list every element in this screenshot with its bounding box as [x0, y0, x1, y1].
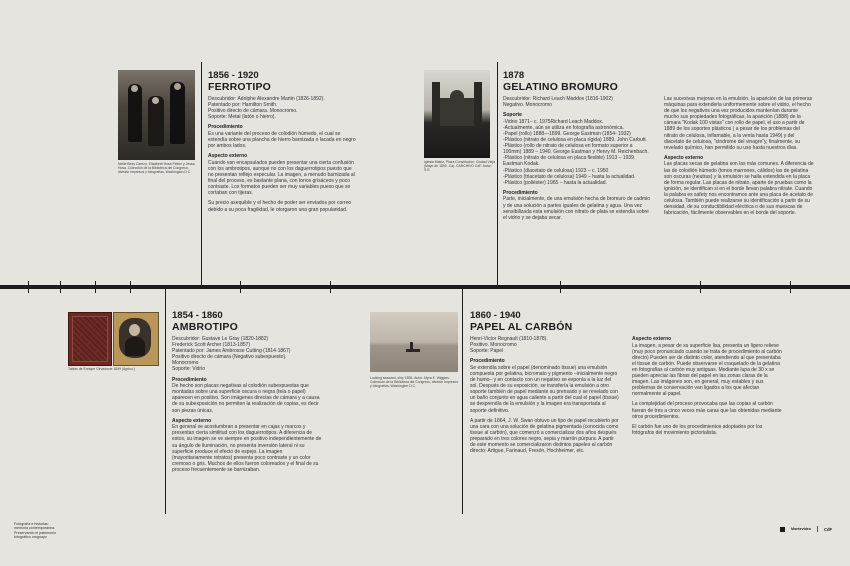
section-body: Las placas secas de gelatina son las más comunes. A diferencia de las de colodión húmedo (tonos marrones, cálidos) las de gelatina son oscuras (neutras) y la emulsión se halla extendida en la placa de forma regular. Las placas de nitrato, aparte de pruebas como la ignición, se identifican si en el borde llevan palabra nitrate. Cuando la palabra es safety nos encontramos ante una placa de acetato de celulosa. También puede realizarse su identificación a partir de su densidad, de su conductibilidad eléctrica o de sus muescas de fabricación, fácilmente observables en el borde del soporte.	[664, 161, 814, 217]
meta-line: Frederick Scott Archer (1813-1857)	[172, 342, 251, 349]
support-line: -Plástico (triacetato de celulosa) 1949 – hasta la actualidad.	[503, 173, 636, 180]
gelatino-meta	[503, 96, 651, 108]
section-title: Procedimiento	[172, 376, 207, 383]
carbon-heading	[470, 310, 572, 333]
ambrotipo-portrait-photo	[113, 312, 159, 366]
gelatino-right-column	[664, 96, 814, 220]
meta-line: Patentado por: James Ambrosse Cutting (1814-1867)	[172, 348, 291, 355]
section-body: Se extendía sobre el papel (denominado tissue) una emulsión compuesta por gelatina, bicromato y pigmento –inicialmente negro de humo– y en contacto con un negativo se exponía a la luz del sol. Después de su exposición, se transfería la emulsión a otro soporte también de papel mediante su prensado y se revelado con un baño conjunto en agua caliente a partir del cual el papel (tissue) se desprendía de la emulsión y la imagen era transportada al soporte definitivo.	[470, 364, 619, 414]
support-line: -Plástico (rollo de nitrato de celulosa en formato superior a 100mm) 1889 – 1940. George Eastman y Henry M. Reichenbach.	[503, 143, 649, 156]
meta-line: Positivo directo de cámara. Monocromo.	[208, 108, 298, 115]
footer-line: memoria contemporánea.	[14, 526, 55, 531]
logo-divider	[817, 526, 818, 532]
section-body: En general se acostumbran a presentar en cajas y marcos y presentan cierta similitud con los daguerrotipos. A diferencia de estos, su imagen se ve siempre en positivo independientemente de su ángulo de iluminación, no presenta inversión lateral ni su superficie produce el efecto de espejo. La imagen (mayoritariamente retratos) presenta poco contraste y un color cremoso o gris. Muchos de ellos fueron coloreados y el final de su proceso frecuentemente se barnizaban.	[172, 424, 322, 473]
support-line: -Plástico (nitrato de celulosa en placa flexible) 1913 – 1939. Eastman Kodak.	[503, 155, 636, 168]
carbon-meta	[470, 336, 620, 354]
section-title: Aspecto externo	[208, 153, 248, 160]
section-title: Procedimiento	[470, 358, 505, 365]
meta-line: Soporte: Metal (latón o hierro).	[208, 114, 276, 121]
ambrotipo-aspect	[172, 418, 324, 473]
footer-logos	[780, 524, 832, 534]
timeline-tick	[240, 281, 241, 293]
meta-line: Henri-Victor Regnault (1810-1878).	[470, 336, 548, 342]
footer-project	[14, 522, 94, 540]
carbon-caption: Looking seaward, ship 1895- Autor: Myra E. Wiggins. Colección de la Biblioteca del Congreso, división Impresos y fotografías, Washington D.C.	[370, 376, 459, 389]
section-title: Procedimiento	[503, 189, 538, 196]
meta-line: Positivo. Monocromo	[470, 342, 517, 349]
ferrotipo-caption: Nellie Bess Carrizo, Elizabeth Hosa Pelton y Jessa Hosa. Colección de la Biblioteca del Congreso, división Impresos y fotografías, Washington D.C.	[118, 162, 195, 175]
support-line: -Plástico (diacetato de celulosa) 1923 – c. 1950	[503, 167, 609, 174]
cdf-logo: CdF	[823, 526, 833, 532]
carbon-extra-2: El carbón fue uno de los procedimientos adoptados por los fotógrafos del movimiento pictorialista.	[632, 423, 763, 436]
meta-line: Descubridor: Gustave Le Gray (1820-1882)	[172, 336, 269, 342]
carbon-title: PAPEL AL CARBÓN	[470, 321, 573, 333]
meta-line: Descubridor: Adolphe Alexandre Martin (1826-1892).	[208, 96, 325, 102]
carbon-connector	[462, 289, 463, 514]
gelatino-procedure	[503, 190, 651, 221]
gelatino-support	[503, 112, 651, 186]
timeline-tick	[790, 281, 791, 293]
ambrotipo-heading	[172, 310, 238, 333]
support-line: -Plástico (nitrato de celulosa en placa rígida) 1889. John Carbutt.	[503, 137, 647, 144]
ferrotipo-heading	[208, 70, 271, 93]
meta-line: Soporte: Vidrio	[172, 366, 205, 373]
carbon-year: 1860 - 1940	[470, 310, 521, 321]
gelatino-year: 1878	[503, 70, 525, 81]
carbon-right-column	[632, 336, 782, 440]
footer-line: Preservando el patrimonio	[14, 530, 56, 535]
meta-line: Descubridor: Richard Leach Maddox (1816-1902)	[503, 96, 613, 102]
carbon-extra-1: La complejidad del proceso provocaba que las copias al carbón fueran de tres a cinco veces más caras que las obtenidas mediante otros procedimientos.	[632, 401, 782, 420]
gelatino-text	[503, 96, 651, 225]
gelatino-title: GELATINO BROMURO	[503, 81, 618, 93]
ferrotipo-aspect	[208, 153, 358, 196]
meta-line: Patentado por: Hamilton Smith.	[208, 102, 278, 109]
timeline-bar	[0, 285, 850, 289]
section-title: Soporte	[503, 112, 522, 119]
carbon-text	[470, 336, 620, 458]
section-title: Aspecto externo	[632, 336, 672, 342]
footer-line: Fotografía e historias:	[14, 522, 49, 526]
montevideo-logo-icon	[780, 527, 785, 532]
ferrotipo-text	[208, 96, 358, 217]
ferrotipo-connector	[201, 62, 202, 286]
ferrotipo-procedure	[208, 124, 358, 149]
footer-line: fotográfico uruguayo	[14, 535, 47, 540]
gelatino-photo	[424, 70, 490, 158]
meta-line: Negativo. Monocromo	[503, 102, 552, 109]
timeline-tick	[60, 281, 61, 293]
gelatino-connector	[497, 62, 498, 286]
meta-line: Positivo directo de cámara (Negativo subexpuesto).	[172, 354, 287, 361]
gelatino-caption: Iglesia Matriz, Plaza Constitución. Ciudad Vieja (Mayo de 1890 -Ca). ©ARCHIVO CdF. Autor: S.E.	[424, 160, 495, 173]
ferrotipo-photo	[118, 70, 195, 160]
support-line: -Vidrio 1871– c. 1975Richard Leach Maddox.	[503, 118, 604, 125]
timeline-tick	[28, 281, 29, 293]
section-body: Es una variante del proceso de colodión húmedo, el cual se extendía sobre una plancha de hierro barnizada o lacada en negro por ambos lados.	[208, 130, 356, 150]
ambrotipo-text	[172, 336, 324, 477]
carbon-photo	[370, 312, 458, 372]
meta-line: Soporte: Papel	[470, 348, 504, 355]
ambrotipo-year: 1854 - 1860	[172, 310, 223, 321]
gelatino-aspect	[664, 155, 814, 216]
ambrotipo-procedure	[172, 377, 324, 414]
timeline-tick	[560, 281, 561, 293]
ambrotipo-meta	[172, 336, 324, 373]
ferrotipo-meta	[208, 96, 358, 120]
gelatino-heading	[503, 70, 618, 93]
montevideo-logo: Montevideo	[791, 527, 811, 531]
section-body: La imagen, a pesar de su superficie lisa, presenta un ligero relieve (muy poco pronunciado cuando se trata de procedimiento al carbón directo) Pueden ser de distinto color, atendiendo al que presentaba el tissue de carbón. Puede observarse el craquelado de la gelatina en fotografías al carbón muy antiguas. Mediante lupa de 30 x se pueden apreciar las fibras del papel en las zonas claras de la imagen. Las imágenes son, en general, muy estables y sus problemas de conservación van ligados a los que afectan normalmente al papel.	[632, 342, 782, 398]
ambrotipo-title: AMBROTIPO	[172, 321, 238, 333]
ferrotipo-title: FERROTIPO	[208, 81, 272, 93]
carbon-aspect	[632, 336, 782, 397]
section-title: Aspecto externo	[664, 154, 704, 161]
support-line: -Plástico (poliéster) 1965 – hasta la actualidad.	[503, 179, 607, 186]
timeline-tick	[330, 281, 331, 293]
timeline-tick	[700, 281, 701, 293]
ferrotipo-year: 1856 - 1920	[208, 70, 259, 81]
section-body: De hecho son placas negativas al colodión subexpuestas que montadas sobre una superficie oscura o negra (tela o papel) aparecen en positivo. Son imágenes directas de cámara y a causa de su subexposición no permiten la realización de copias, es decir son piezas únicas.	[172, 383, 320, 414]
ambrotipo-connector	[165, 289, 166, 514]
ambrotipo-caption: Tablas de Enrique Girvadoule 1859 (Agricu.)	[68, 367, 135, 371]
timeline-tick	[95, 281, 96, 293]
timeline-tick	[130, 281, 131, 293]
section-body: Parte, inicialmente, de una emulsión hecha de bromuro de cadmio y de una solución a partes iguales de gelatina y agua. Una vez sensibilizada esta emulsión con nitrato de plata se extendía sobre el vidrio y se dejaba secar.	[503, 196, 651, 221]
section-body: Cuando van encapsulados pueden presentar una cierta confusión con los ambrotipos, aunque no con los daguerrotipos puesto que no presentan reflejo especular. La imagen, a menudo barnizada al final del proceso, es bastante plana, con tonos grisáceos y poco contraste. Los formatos pueden ser muy variables pueso que se cortaban con tijeras.	[208, 159, 355, 197]
carbon-procedure-2: A partir de 1864, J. W. Swan obtuvo un tipo de papel recubierto por una cara con una solución de gelatina pigmentada (conocida como tissue al carbón), que comenzó a comercializar dos años después preparado en tres colores negro, sepia y marrón púrpura. A partir de este momento se comercializaron distintos papeles al carbón directo: Artigue, Farinaud, Fresón, Hochheimer, etc.	[470, 417, 619, 455]
support-line: -Actualmente, aún se utiliza en fotografía astronómica.	[503, 124, 624, 131]
ferrotipo-extra: Su precio asequible y el hecho de poder ser enviados por correo debido a su poca fragilidad, le otorgaron una gran popularidad.	[208, 200, 352, 213]
carbon-procedure	[470, 358, 620, 413]
meta-line: Monocromo	[172, 360, 199, 367]
support-line: -Papel (rollo) 1888—1899. George Eastman (1854- 1932)	[503, 130, 631, 137]
gelatino-history: Las sucesivas mejoras en la emulsión, la aparición de las primeras máquinas para extenderla uniformemente sobre el vidrio, el hecho de que los negativos una vez producidos mantenían durante mucho sus propiedades fotográficas, la aparición (1888) de la cámara "Kodak 100 vistas" con rollo de papel, el uso a partir de 1889 de los soportes plásticos ( a pesar de los problemas del nitrato de celulosa, inflamable, a la venta hasta 1949) y del diacetato de celulosa, "síndrome del vinagre"y, finalmente, su revelado químico, han permitido su uso hasta nuestros días.	[664, 96, 813, 151]
ambrotipo-case-photo	[68, 312, 112, 366]
section-title: Aspecto externo	[172, 417, 212, 424]
section-title: Procedimiento	[208, 124, 243, 131]
